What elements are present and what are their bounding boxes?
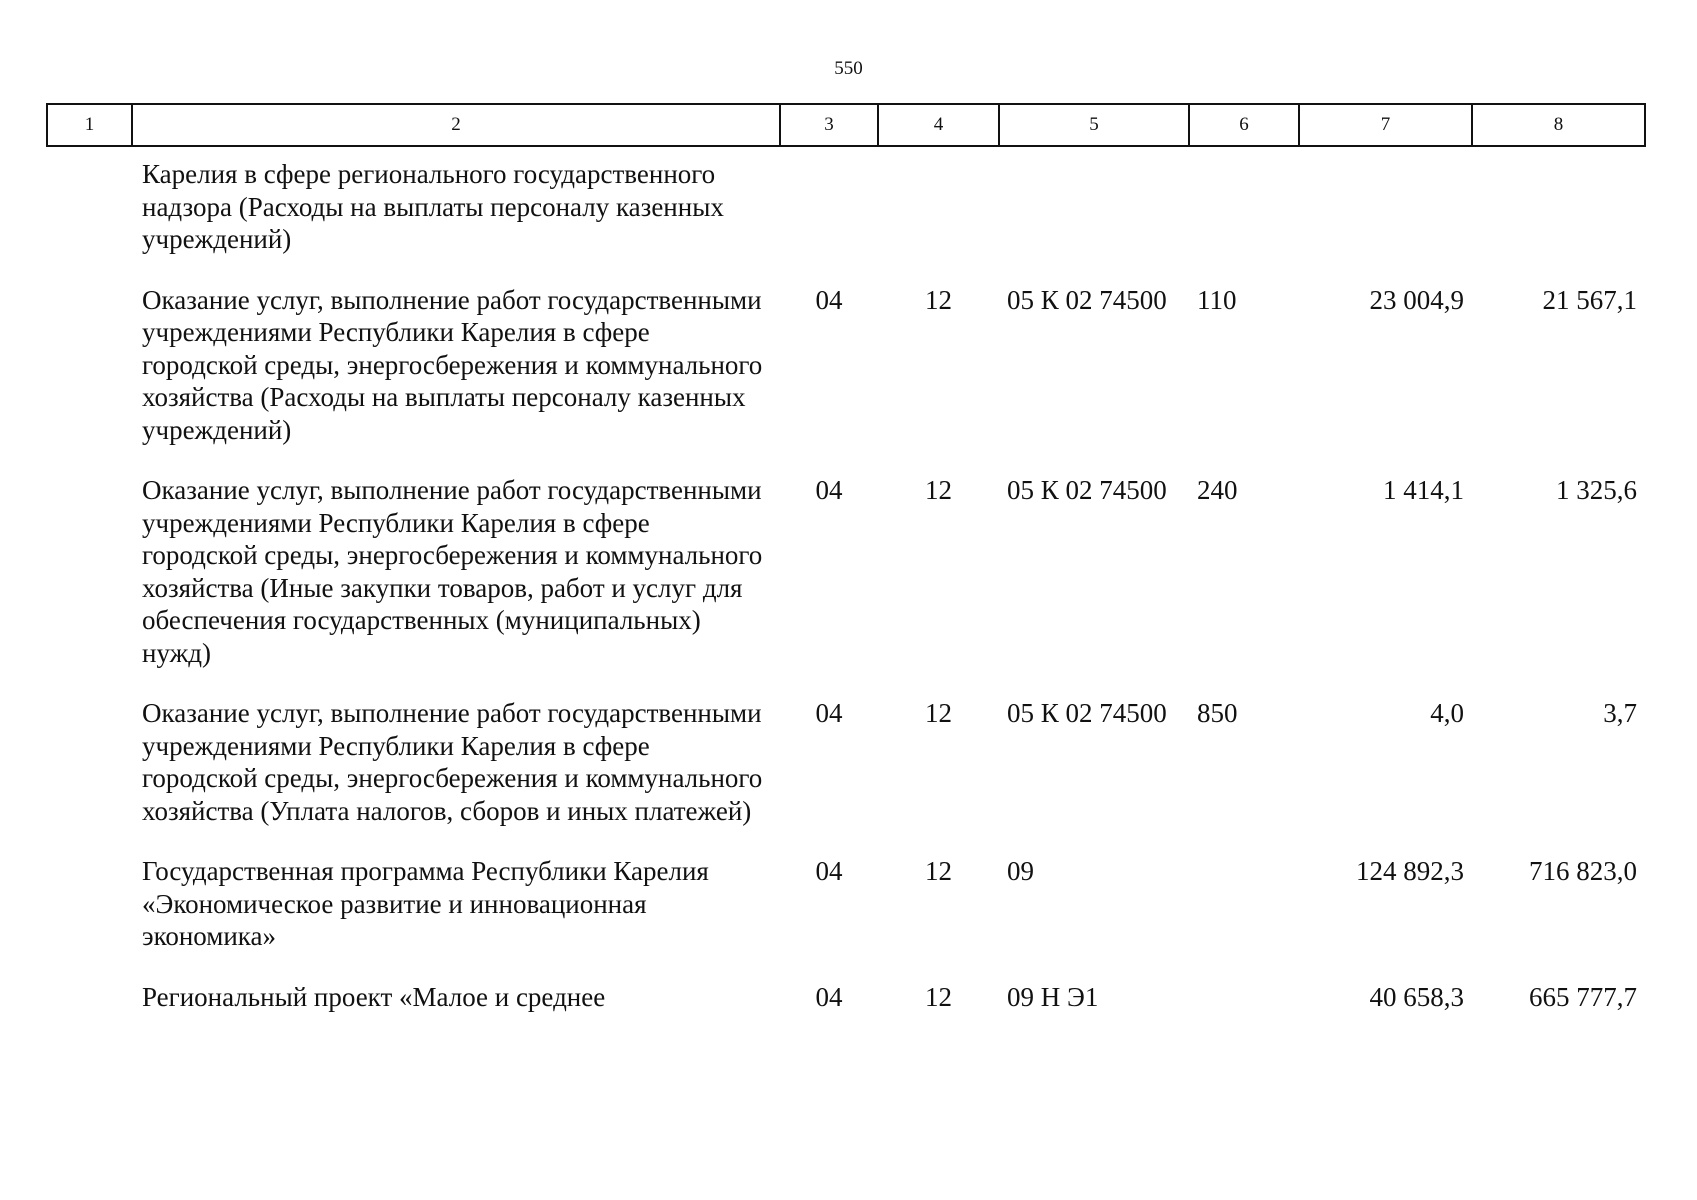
section-code: 04: [815, 981, 843, 1012]
amount-col-7: 4,0: [1430, 698, 1464, 728]
row-description: Оказание услуг, выполнение работ государственными учреждениями Республики Карелия в сфере городской среды, энергосбережения и коммунального хозяйства (Расходы на выплаты персоналу казенных учреждений): [142, 284, 763, 445]
amount-col-7: 23 004,9: [1369, 284, 1464, 315]
section-code: [780, 146, 878, 273]
row-description: Государственная программа Республики Карелия «Экономическое развитие и инновационная экономика»: [142, 856, 709, 951]
subsection-code: 12: [925, 284, 952, 315]
amount-col-7: 40 658,3: [1369, 981, 1464, 1012]
row-description: Оказание услуг, выполнение работ государственными учреждениями Республики Карелия в сфере городской среды, энергосбережения и коммунального хозяйства (Иные закупки товаров, работ и услуг для обеспечения государственных (муниципальных) нужд): [142, 475, 763, 668]
row-description: Региональный проект «Малое и среднее: [142, 981, 606, 1012]
target-article-code: 05 К 02 74500: [1007, 698, 1167, 728]
subsection-code: 12: [925, 981, 952, 1012]
header-col-6: 6: [1189, 104, 1299, 146]
amount-col-7: [1299, 146, 1472, 273]
row-index-cell: [47, 146, 132, 273]
header-col-5: 5: [999, 104, 1189, 146]
header-col-7: 7: [1299, 104, 1472, 146]
row-index-cell: [47, 686, 132, 844]
row-index-cell: [47, 844, 132, 970]
section-code: 04: [815, 284, 843, 315]
header-col-2: 2: [132, 104, 780, 146]
table-row: [47, 686, 1645, 844]
subsection-code: 12: [925, 856, 952, 886]
row-index-cell: [47, 970, 132, 1031]
expense-type-code: [1189, 844, 1299, 970]
table-row: [47, 273, 1645, 464]
table-row: [47, 463, 1645, 686]
expense-type-code: [1189, 970, 1299, 1031]
budget-table: [46, 103, 1646, 1030]
header-row: [47, 104, 1645, 146]
row-index-cell: [47, 463, 132, 686]
amount-col-7: 1 414,1: [1383, 475, 1464, 505]
expense-type-code: 240: [1197, 475, 1238, 505]
header-col-4: 4: [878, 104, 999, 146]
target-article-code: 09: [1007, 856, 1034, 886]
amount-col-8: 21 567,1: [1542, 284, 1637, 315]
header-col-1: 1: [47, 104, 132, 146]
amount-col-8: 3,7: [1603, 698, 1637, 728]
expense-type-code: 850: [1197, 698, 1238, 728]
amount-col-8: 716 823,0: [1529, 856, 1637, 886]
amount-col-8: [1472, 146, 1645, 273]
amount-col-7: 124 892,3: [1356, 856, 1464, 886]
subsection-code: 12: [925, 698, 952, 728]
amount-col-8: 665 777,7: [1529, 981, 1637, 1012]
header-col-8: 8: [1472, 104, 1645, 146]
target-article-code: 05 К 02 74500: [1007, 475, 1167, 505]
target-article-code: 09 Н Э1: [1007, 981, 1099, 1012]
row-description: Карелия в сфере регионального государственного надзора (Расходы на выплаты персоналу казенных учреждений): [142, 159, 724, 254]
table-row: [47, 970, 1645, 1031]
section-code: 04: [815, 698, 843, 728]
row-index-cell: [47, 273, 132, 464]
target-article-code: 05 К 02 74500: [1007, 284, 1167, 315]
amount-col-8: 1 325,6: [1556, 475, 1637, 505]
table-row: [47, 844, 1645, 970]
table-row: [47, 146, 1645, 273]
expense-type-code: 110: [1197, 284, 1237, 315]
header-col-3: 3: [780, 104, 878, 146]
target-article-code: [999, 146, 1189, 273]
row-description: Оказание услуг, выполнение работ государственными учреждениями Республики Карелия в сфере городской среды, энергосбережения и коммунального хозяйства (Уплата налогов, сборов и иных платежей): [142, 698, 763, 826]
expense-type-code: [1189, 146, 1299, 273]
section-code: 04: [815, 475, 843, 505]
page-number: 550: [834, 58, 863, 79]
subsection-code: 12: [925, 475, 952, 505]
section-code: 04: [815, 856, 843, 886]
subsection-code: [878, 146, 999, 273]
